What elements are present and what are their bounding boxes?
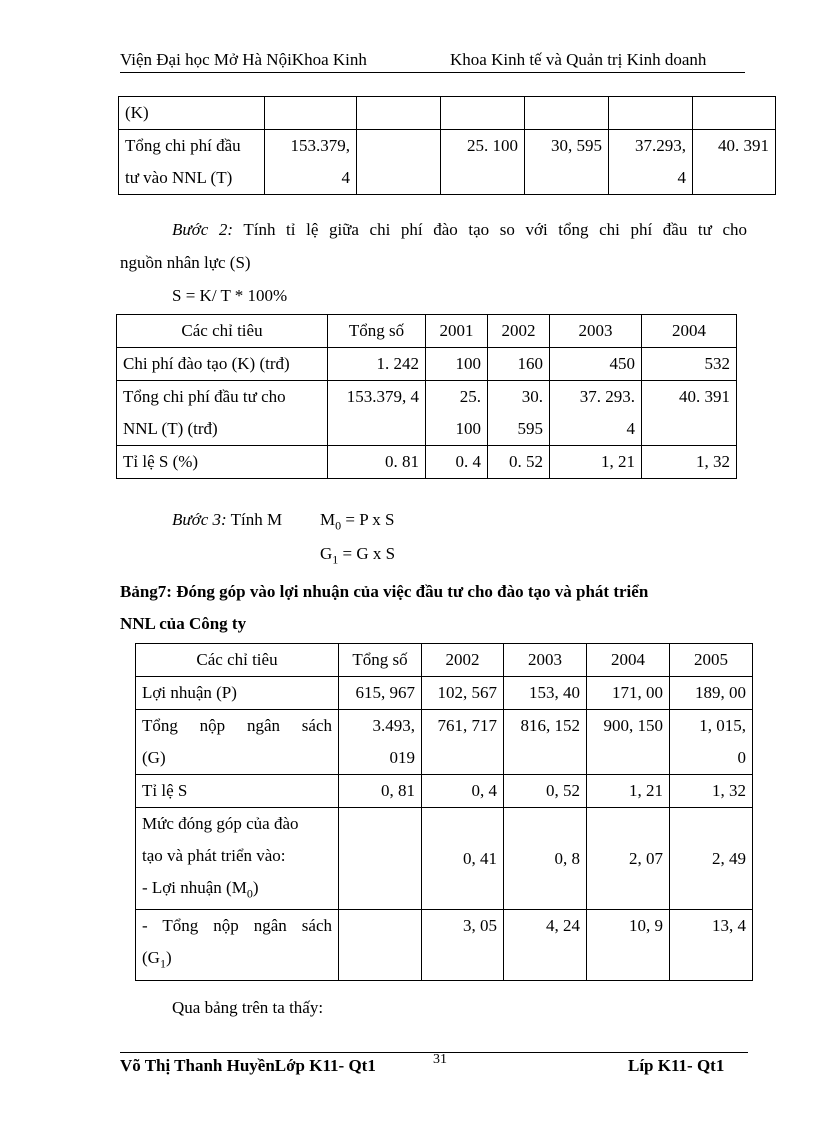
footer-left: Võ Thị Thanh HuyềnLớp K11- Qt1 [120,1056,376,1075]
table-row: - Tổng nộp ngân sách $(G_1)$ 3, 05 4, 24 10, 9 13, 4 [136,910,753,980]
formula-s: S = K/ T * 100% [172,286,288,305]
conclusion-text: Qua bảng trên ta thấy: [172,998,324,1017]
header-left: Viện Đại học Mở Hà NộiKhoa Kinh [120,50,367,69]
cell-value: 40. 391 [693,130,776,195]
table-row: Tổng nộp ngân sách (G) 3.493, 019 761, 717 816, 152 900, 150 1, 015, 0 [136,710,753,775]
table-row: Mức đóng góp của đào tạo và phát triển vào: - Lợi nhuận $(M_0)$ 0, 41 0, 8 2, 07 2, 49 [136,808,753,910]
table-row: Chi phí đào tạo (K) (trđ) 1. 242 100 160 450 532 [117,348,737,381]
table-title-line2: NNL của Công ty [120,614,247,633]
formula-g1: $G_1 = G$ x S [320,544,396,567]
footer-right: Líp K11- Qt1 [628,1056,725,1075]
cell-value: 25. 100 [441,130,525,195]
cell-value: 30, 595 [525,130,609,195]
table-row [119,130,776,195]
step2-line1: Bước 2: Tính tỉ lệ giữa chi phí đào tạo so với tổng chi phí đầu tư cho [172,220,748,239]
table-row [119,97,776,130]
table-title-line1: Bảng7: Đóng góp vào lợi nhuận của việc đầu tư cho đào tạo và phát triển [120,582,649,601]
page-number: 31 [433,1052,447,1067]
table-header-row: Các chỉ tiêu Tổng số 2001 2002 2003 2004 [117,315,737,348]
table-ratio [116,314,737,479]
formula-m0: $M_0 = P$ x S [320,510,395,533]
page-header [120,48,745,73]
table-row: Lợi nhuận (P) 615, 967 102, 567 153, 40 171, 00 189, 00 [136,677,753,710]
step2-line2: nguồn nhân lực (S) [120,253,251,272]
table-contribution [135,643,753,981]
table-continued [118,96,776,195]
row-label: Tổng chi phí đầu tư vào NNL (T) [119,130,265,195]
table-row: Tổng chi phí đầu tư cho NNL (T) (trđ) 153.379, 4 25. 100 30. 595 37. 293. 4 40. 391 [117,381,737,446]
row-label: (K) [119,97,265,130]
table-row: Tỉ lệ S (%) 0. 81 0. 4 0. 52 1, 21 1, 32 [117,446,737,479]
cell-value: 37.293, 4 [609,130,693,195]
header-right: Khoa Kinh tế và Quản trị Kinh doanh [450,50,707,69]
table-header-row: Các chỉ tiêu Tổng số 2002 2003 2004 2005 [136,644,753,677]
table-row: Tỉ lệ S 0, 81 0, 4 0, 52 1, 21 1, 32 [136,775,753,808]
cell-total: 153.379, 4 [265,130,357,195]
step3-line1: Bước 3: Tính M [172,510,283,529]
